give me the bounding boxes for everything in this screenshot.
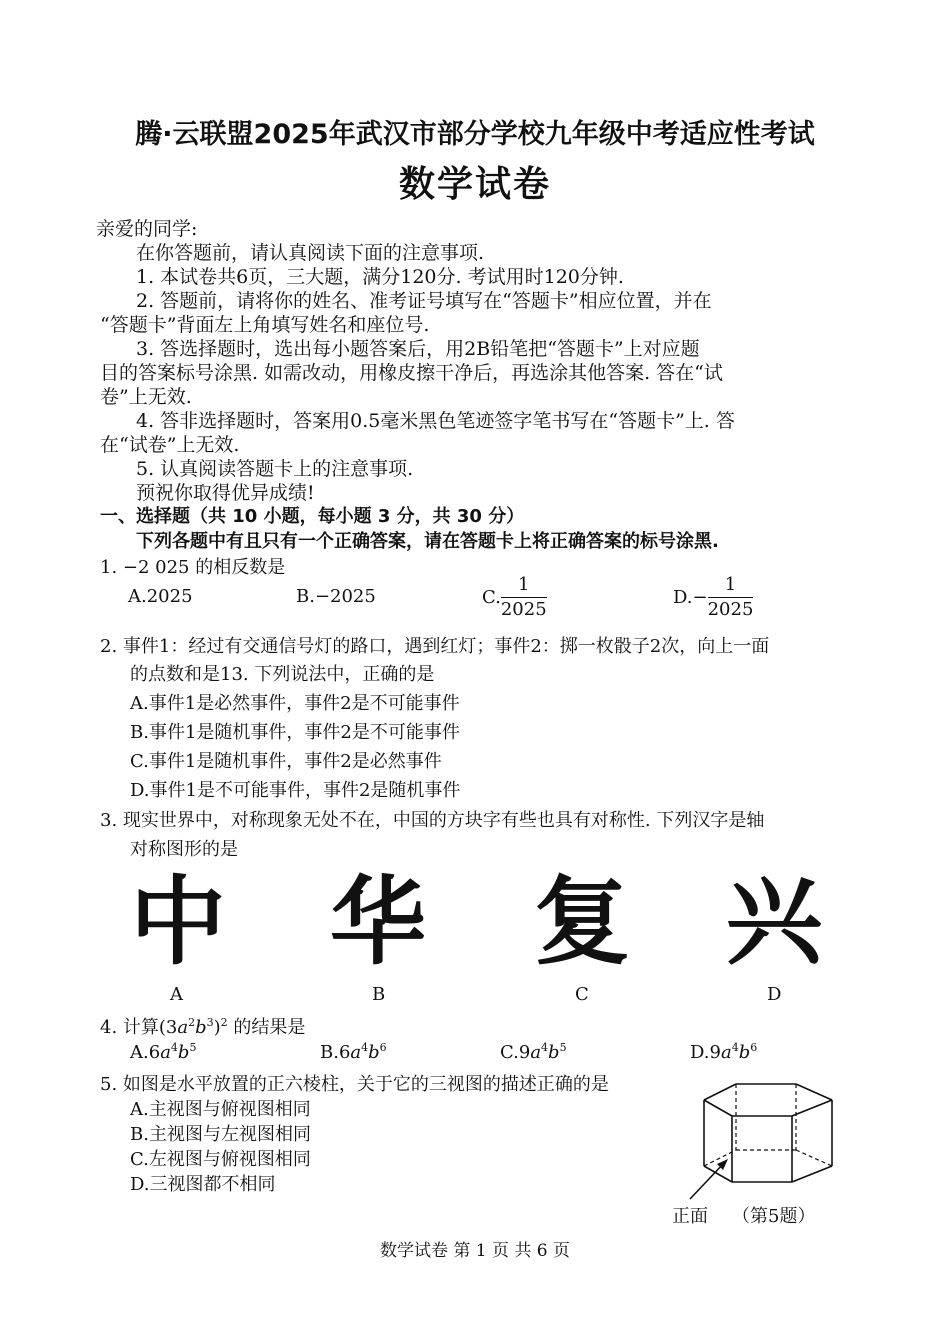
q2-option-d: D.事件1是不可能事件，事件2是随机事件 — [130, 780, 461, 801]
exam-title: 腾·云联盟2025年武汉市部分学校九年级中考适应性考试 — [135, 119, 815, 150]
q1-option-c-fraction — [501, 573, 547, 622]
q1-option-d-denominator: 2025 — [707, 599, 754, 620]
q3-char-a: 中 — [130, 866, 226, 978]
q1-option-d-prefix: D.− — [673, 587, 708, 608]
q5-option-b: B.主视图与左视图相同 — [130, 1124, 311, 1145]
q2-option-c: C.事件1是随机事件，事件2是必然事件 — [130, 751, 442, 772]
q4-stem-suffix: 的结果是 — [233, 1017, 306, 1038]
section-1-heading: 一、选择题（共 10 小题，每小题 3 分，共 30 分） — [100, 506, 525, 527]
q4-option-b: $B.6a^4b^6$ — [320, 1041, 387, 1063]
notice-item-3-line3: 卷”上无效. — [100, 386, 192, 408]
q1-option-b: B.−2025 — [296, 586, 376, 607]
q3-stem-line1: 3. 现实世界中，对称现象无处不在，中国的方块字有些也具有对称性. 下列汉字是轴 — [100, 810, 765, 831]
q2-stem-line2: 的点数和是13. 下列说法中，正确的是 — [130, 664, 435, 685]
q5-figure-caption: （第5题） — [732, 1206, 816, 1227]
q4-option-c: $C.9a^4b^5$ — [500, 1041, 567, 1063]
notice-item-4-line1: 4. 答非选择题时，答案用0.5毫米黑色笔迹签字笔书写在“答题卡”上. 答 — [136, 410, 735, 432]
q2-option-a: A.事件1是必然事件，事件2是不可能事件 — [130, 693, 460, 714]
notice-item-5: 5. 认真阅读答题卡上的注意事项. — [136, 458, 414, 480]
q3-stem-line2: 对称图形的是 — [130, 839, 238, 860]
q3-char-b: 华 — [330, 866, 426, 978]
notice-item-3-line1: 3. 答选择题时，选出每小题答案后，用2B铅笔把“答题卡”上对应题 — [136, 338, 700, 360]
q5-option-d: D.三视图都不相同 — [130, 1174, 276, 1195]
q3-char-c: 复 — [534, 866, 630, 978]
q3-char-d: 兴 — [726, 866, 822, 978]
q1-option-d-numerator: 1 — [708, 573, 754, 598]
q3-label-d: D — [767, 984, 782, 1005]
q4-option-d: $D.9a^4b^6$ — [690, 1041, 758, 1063]
notice-item-2-line1: 2. 答题前，请将你的姓名、准考证号填写在“答题卡”相应位置，并在 — [136, 290, 712, 312]
exam-subject-title: 数学试卷 — [398, 164, 551, 205]
q1-option-c-prefix: C. — [482, 587, 501, 608]
q5-front-arrow — [684, 1155, 744, 1205]
notice-item-2-line2: “答题卡”背面左上角填写姓名和座位号. — [100, 314, 430, 336]
q1-option-c — [482, 573, 547, 622]
q3-label-b: B — [372, 984, 386, 1005]
q4-option-c-prefix: C.9 — [500, 1042, 531, 1063]
notice-greeting: 亲爱的同学: — [96, 218, 198, 240]
q2-option-b: B.事件1是随机事件，事件2是不可能事件 — [130, 722, 460, 743]
q5-option-a: A.主视图与俯视图相同 — [130, 1099, 311, 1120]
q4-option-d-prefix: D.9 — [690, 1042, 721, 1063]
notice-item-3-line2: 目的答案标号涂黑. 如需改动，用橡皮擦干净后，再选涂其他答案. 答在“试 — [100, 362, 723, 384]
q3-label-a: A — [170, 984, 183, 1005]
q1-option-c-denominator: 2025 — [500, 599, 547, 620]
q4-stem: 4. 计算$(3a^2b^3)^2$ 的结果是 — [100, 1016, 306, 1038]
q4-option-a: $A.6a^4b^5$ — [130, 1041, 197, 1063]
notice-item-1: 1. 本试卷共6页，三大题，满分120分. 考试用时120分钟. — [136, 266, 624, 288]
q2-stem-line1: 2. 事件1：经过有交通信号灯的路口，遇到红灯；事件2：掷一枚骰子2次，向上一面 — [100, 636, 770, 657]
q1-stem: 1. −2 025 的相反数是 — [100, 557, 286, 578]
notice-item-4-line2: 在“试卷”上无效. — [100, 434, 240, 456]
section-1-instruction: 下列各题中有且只有一个正确答案，请在答题卡上将正确答案的标号涂黑. — [136, 531, 719, 552]
q1-option-d-fraction — [708, 573, 754, 622]
q4-option-b-prefix: B.6 — [320, 1042, 351, 1063]
q5-stem: 5. 如图是水平放置的正六棱柱，关于它的三视图的描述正确的是 — [100, 1074, 609, 1095]
q1-option-c-numerator: 1 — [501, 573, 547, 598]
q1-option-a: A.2025 — [128, 586, 193, 607]
page-footer: 数学试卷 第 1 页 共 6 页 — [379, 1241, 571, 1261]
notice-wish: 预祝你取得优异成绩! — [136, 482, 315, 504]
q5-option-c: C.左视图与俯视图相同 — [130, 1149, 311, 1170]
q3-label-c: C — [575, 984, 589, 1005]
notice-intro: 在你答题前，请认真阅读下面的注意事项. — [136, 242, 485, 264]
q5-front-label: 正面 — [672, 1206, 708, 1227]
q4-stem-prefix: 4. 计算(3 — [100, 1017, 178, 1038]
q1-option-d — [673, 573, 753, 622]
q4-option-a-prefix: A.6 — [130, 1042, 161, 1063]
